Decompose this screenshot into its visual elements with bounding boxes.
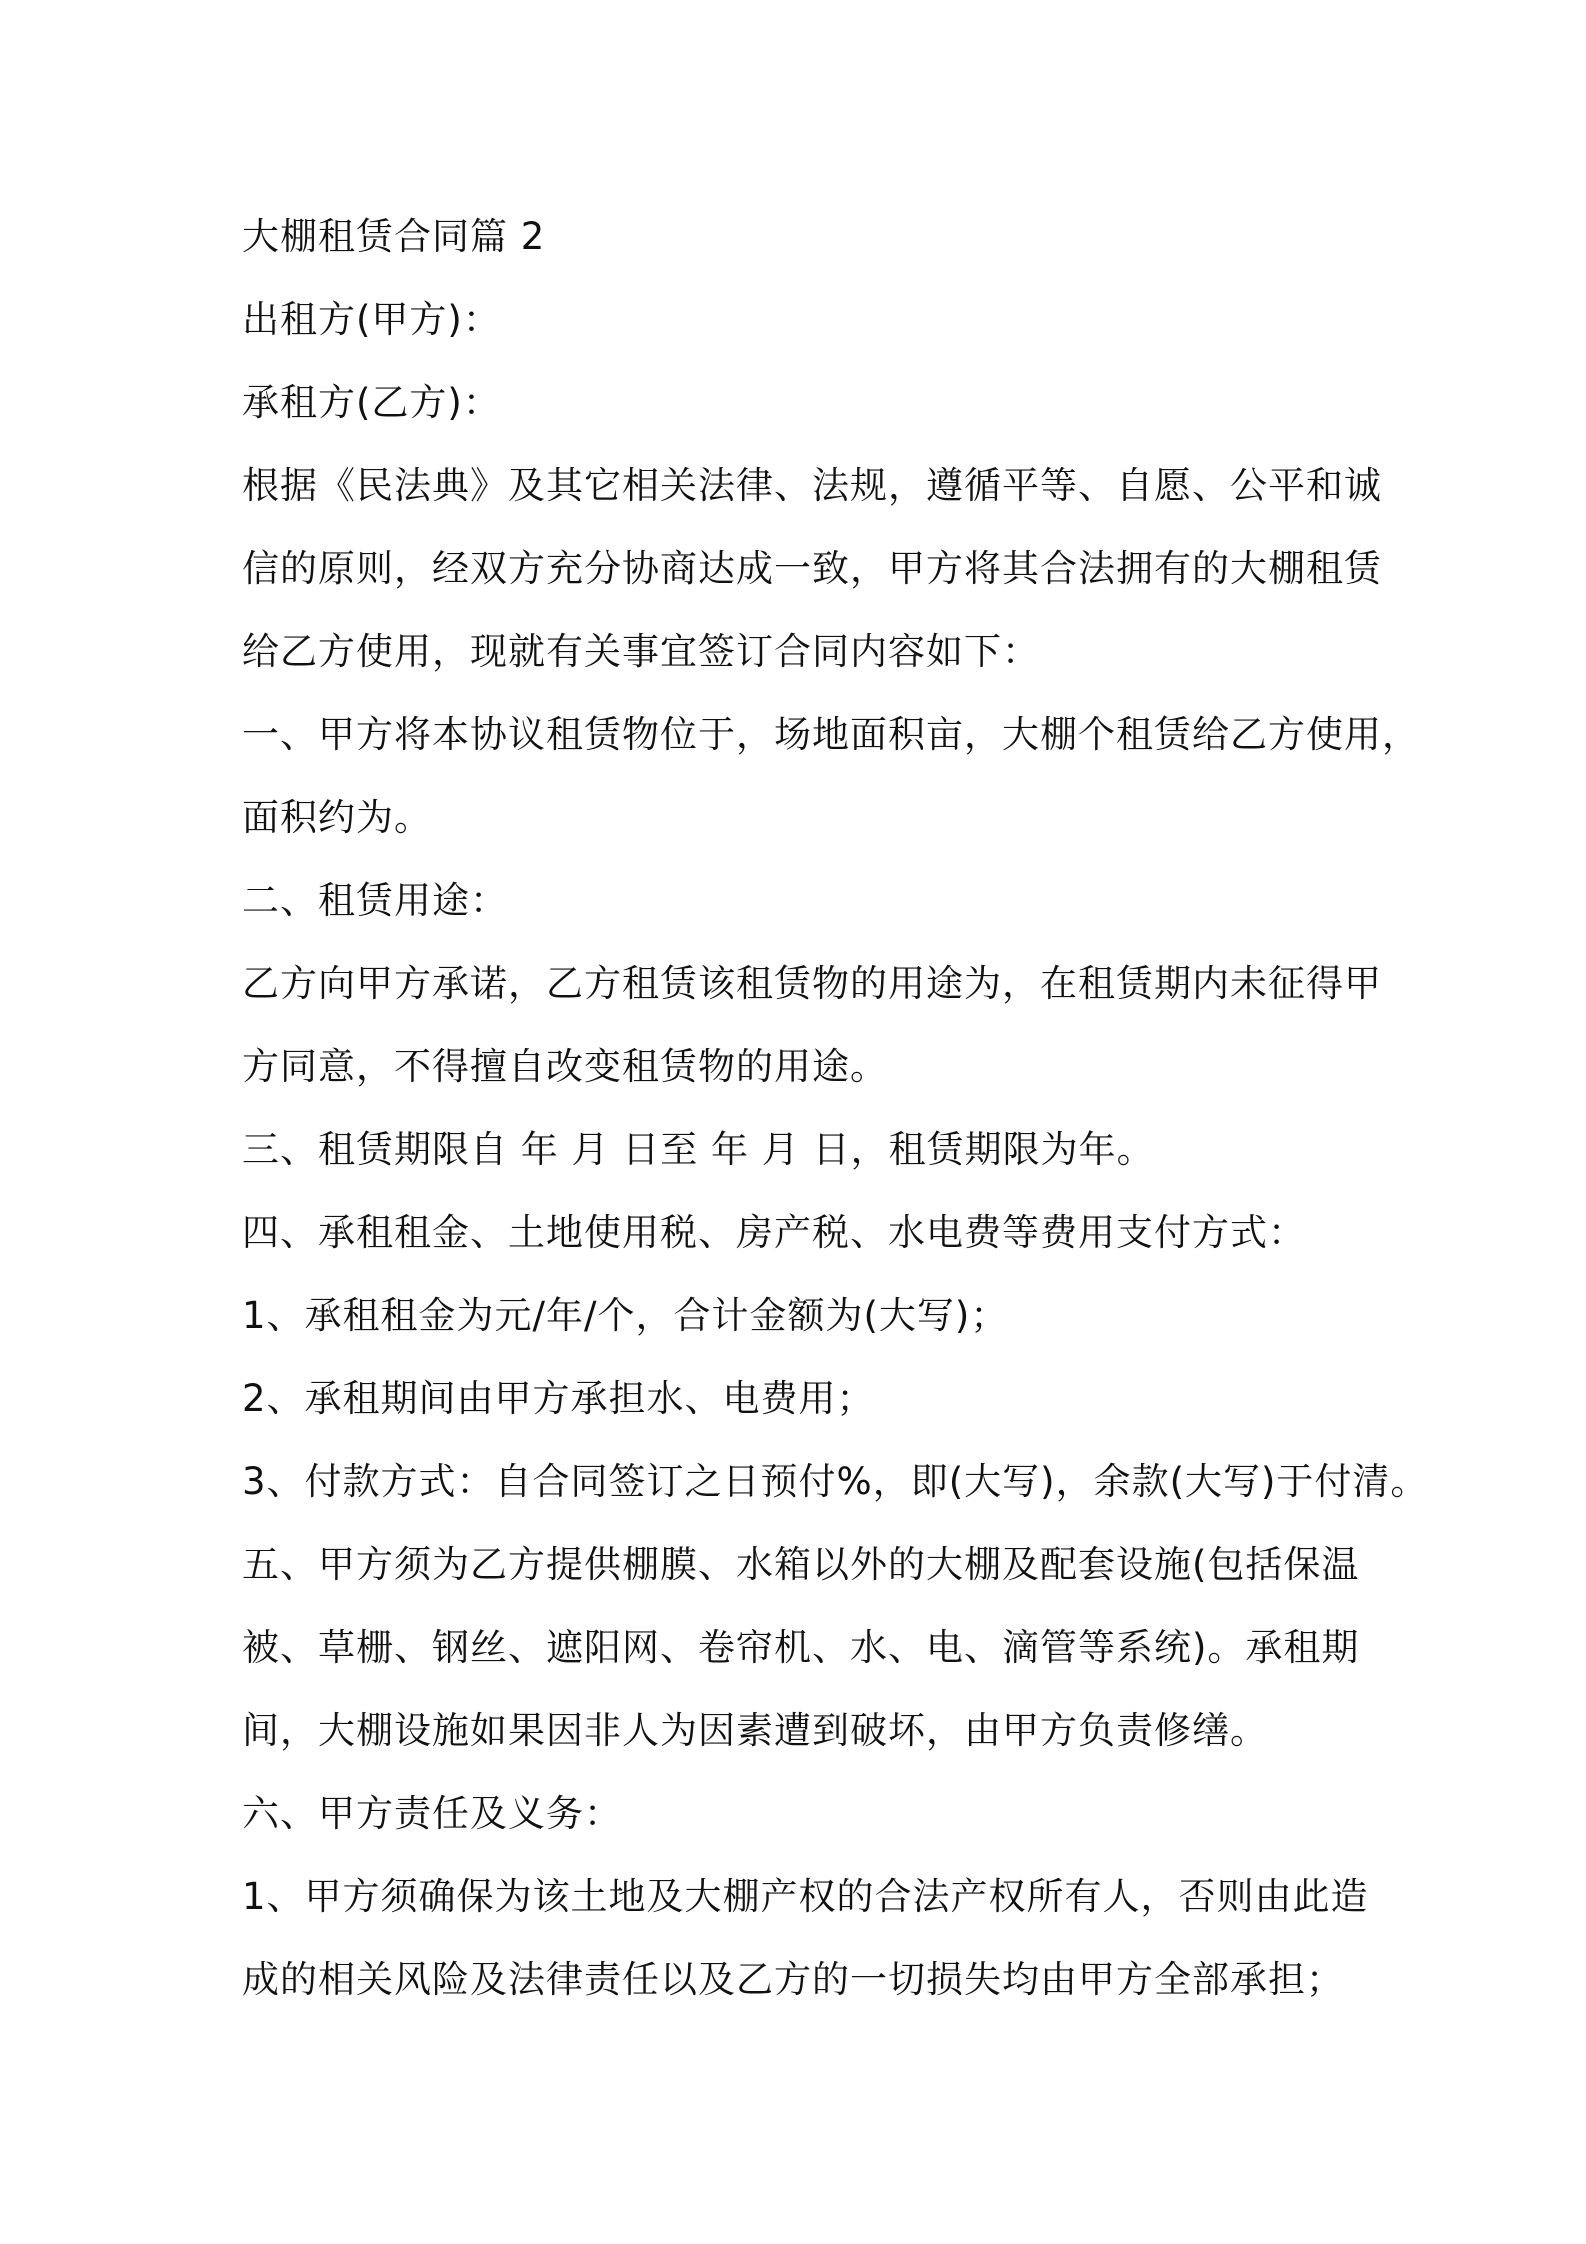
document-title: 大棚租赁合同篇 2 [242, 215, 546, 258]
clause-heading: 二、租赁用途： [242, 879, 508, 922]
clause-line: 三、租赁期限自 年 月 日至 年 月 日，租赁期限为年。 [242, 1128, 1155, 1171]
paragraph-line: 给乙方使用，现就有关事宜签订合同内容如下： [242, 630, 1040, 673]
clause-line: 一、甲方将本协议租赁物位于，场地面积亩，大棚个租赁给乙方使用， [242, 713, 1420, 756]
paragraph-line: 信的原则，经双方充分协商达成一致，甲方将其合法拥有的大棚租赁 [242, 547, 1382, 590]
paragraph-line: 根据《民法典》及其它相关法律、法规，遵循平等、自愿、公平和诚 [242, 464, 1382, 507]
clause-item: 成的相关风险及法律责任以及乙方的一切损失均由甲方全部承担； [242, 1958, 1344, 2001]
clause-item: 3、付款方式：自合同签订之日预付%，即(大写)，余款(大写)于付清。 [242, 1460, 1429, 1503]
clause-item: 2、承租期间由甲方承担水、电费用； [242, 1377, 875, 1420]
document-body [242, 195, 1429, 2021]
clause-heading: 六、甲方责任及义务： [242, 1792, 622, 1835]
clause-line: 五、甲方须为乙方提供棚膜、水箱以外的大棚及配套设施(包括保温 [242, 1543, 1360, 1586]
clause-item: 1、承租租金为元/年/个，合计金额为(大写)； [242, 1294, 1009, 1337]
clause-line: 被、草栅、钢丝、遮阳网、卷帘机、水、电、滴管等系统)。承租期 [242, 1626, 1360, 1669]
clause-heading: 四、承租租金、土地使用税、房产税、水电费等费用支付方式： [242, 1211, 1306, 1254]
clause-line: 面积约为。 [242, 796, 432, 839]
clause-item: 1、甲方须确保为该土地及大棚产权的合法产权所有人，否则由此造 [242, 1875, 1369, 1918]
clause-line: 间，大棚设施如果因非人为因素遭到破坏，由甲方负责修缮。 [242, 1709, 1268, 1752]
lessor-line: 出租方(甲方)： [242, 298, 501, 341]
lessee-line: 承租方(乙方)： [242, 381, 501, 424]
clause-line: 乙方向甲方承诺，乙方租赁该租赁物的用途为，在租赁期内未征得甲 [242, 962, 1382, 1005]
clause-line: 方同意，不得擅自改变租赁物的用途。 [242, 1045, 888, 1088]
